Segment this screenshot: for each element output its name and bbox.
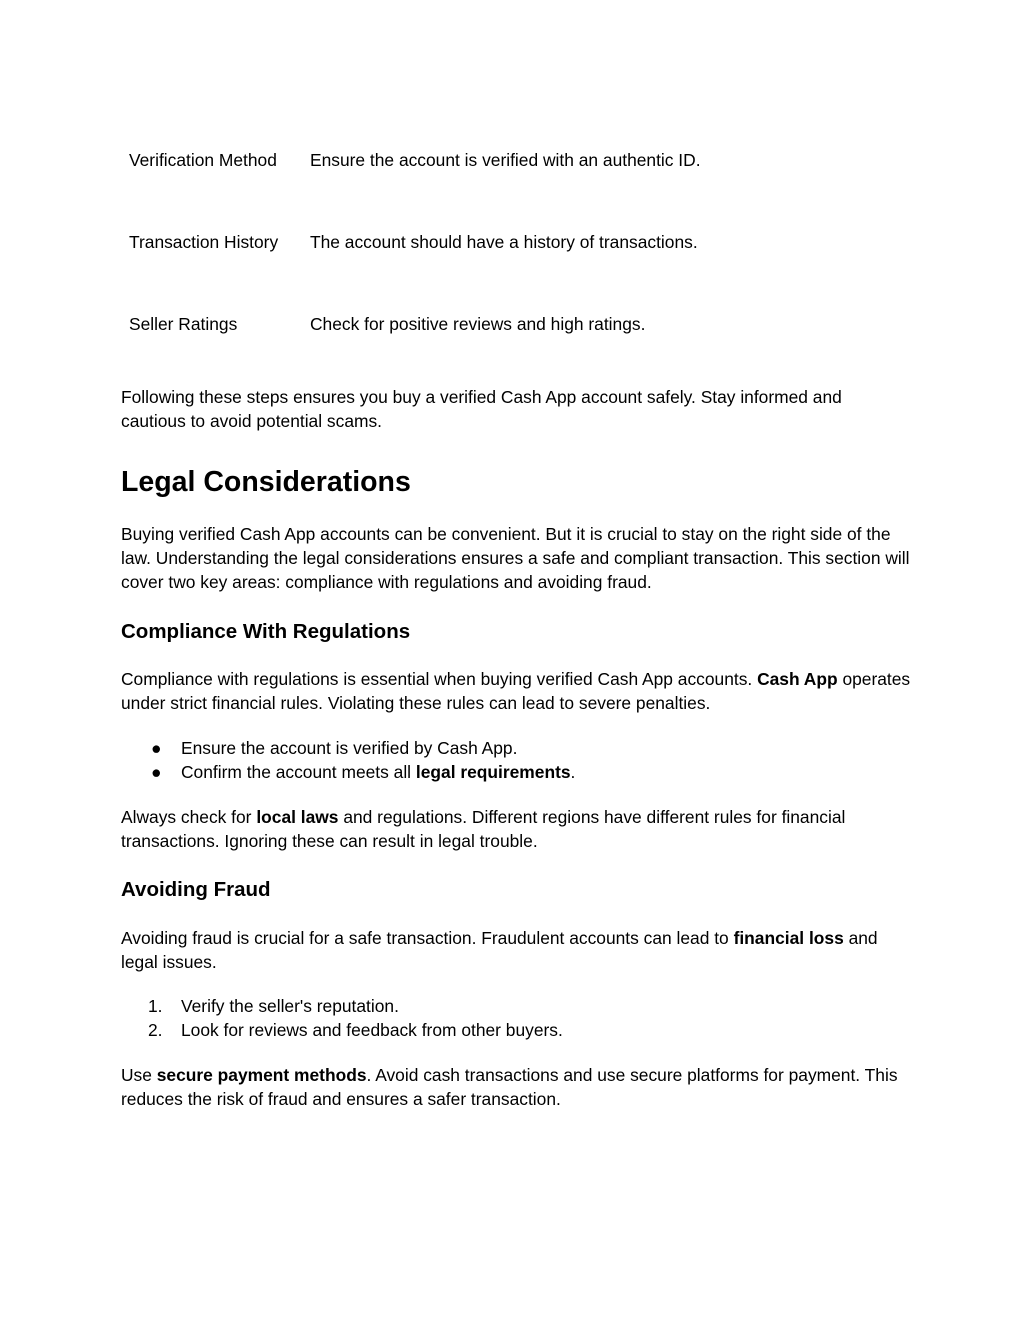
bullet-icon: ● <box>151 762 162 783</box>
text-run: . Avoid cash transactions and use secure platforms for payment. This reduces the risk of fraud and ensures a safer transaction. <box>121 1065 898 1110</box>
list-item <box>121 760 911 784</box>
text-run: and regulations. Different regions have different rules for financial transactions. Ignoring these can result in legal trouble. <box>121 807 846 852</box>
table-cell-key: Seller Ratings <box>129 314 238 334</box>
bold-text: financial loss <box>733 928 844 948</box>
text-run: Avoiding fraud is crucial for a safe transaction. Fraudulent accounts can lead to <box>121 928 734 948</box>
bold-text: local laws <box>256 807 339 827</box>
text-run: and legal issues. <box>121 928 878 973</box>
numbered-list <box>121 994 911 1042</box>
bullet-icon: ● <box>151 738 162 758</box>
text-run: Confirm the account meets all <box>181 762 416 783</box>
list-item <box>121 994 911 1018</box>
table-cell-value: The account should have a history of transactions. <box>310 232 698 252</box>
text-run: Always check for <box>121 807 257 827</box>
list-item-text: Ensure the account is verified by Cash App. <box>181 738 518 758</box>
bullet-list <box>121 736 911 784</box>
bold-text: Cash App <box>757 669 838 689</box>
table-cell-value: Check for positive reviews and high ratings. <box>310 314 646 334</box>
compliance-paragraph <box>121 667 911 715</box>
table-cell-key: Transaction History <box>129 232 279 252</box>
table-row <box>129 148 909 172</box>
list-number: 1. <box>148 996 163 1016</box>
text-run: Compliance with regulations is essential when buying verified Cash App accounts. <box>121 669 758 689</box>
bold-text: legal requirements <box>415 762 571 783</box>
compliance-paragraph-2 <box>121 805 911 853</box>
subheading-compliance: Compliance With Regulations <box>121 620 411 643</box>
table-row <box>129 230 909 254</box>
section-heading-legal: Legal Considerations <box>121 466 411 498</box>
fraud-paragraph <box>121 926 911 974</box>
list-number: 2. <box>148 1020 163 1041</box>
table-cell-value: Ensure the account is verified with an authentic ID. <box>310 150 701 170</box>
list-item <box>121 736 911 760</box>
list-item <box>121 1018 911 1042</box>
table-row <box>129 312 909 336</box>
legal-paragraph: Buying verified Cash App accounts can be convenient. But it is crucial to stay on the right side of the law. Understanding the legal considerations ensures a safe and compliant transaction. This section will cover two key areas: compliance with regulations and avoiding fraud. <box>121 524 910 593</box>
intro-paragraph: Following these steps ensures you buy a verified Cash App account safely. Stay informed and cautious to avoid potential scams. <box>121 387 842 432</box>
list-item-text: Verify the seller's reputation. <box>181 996 399 1016</box>
list-item-text: Look for reviews and feedback from other buyers. <box>181 1020 563 1041</box>
text-run: operates under strict financial rules. Violating these rules can lead to severe penalties. <box>121 669 911 714</box>
text-run: . <box>570 762 576 783</box>
table-cell-key: Verification Method <box>129 150 277 170</box>
fraud-paragraph-2 <box>121 1063 911 1111</box>
text-run: Use <box>121 1065 157 1085</box>
subheading-fraud: Avoiding Fraud <box>121 878 271 901</box>
bold-text: secure payment methods <box>156 1065 367 1085</box>
